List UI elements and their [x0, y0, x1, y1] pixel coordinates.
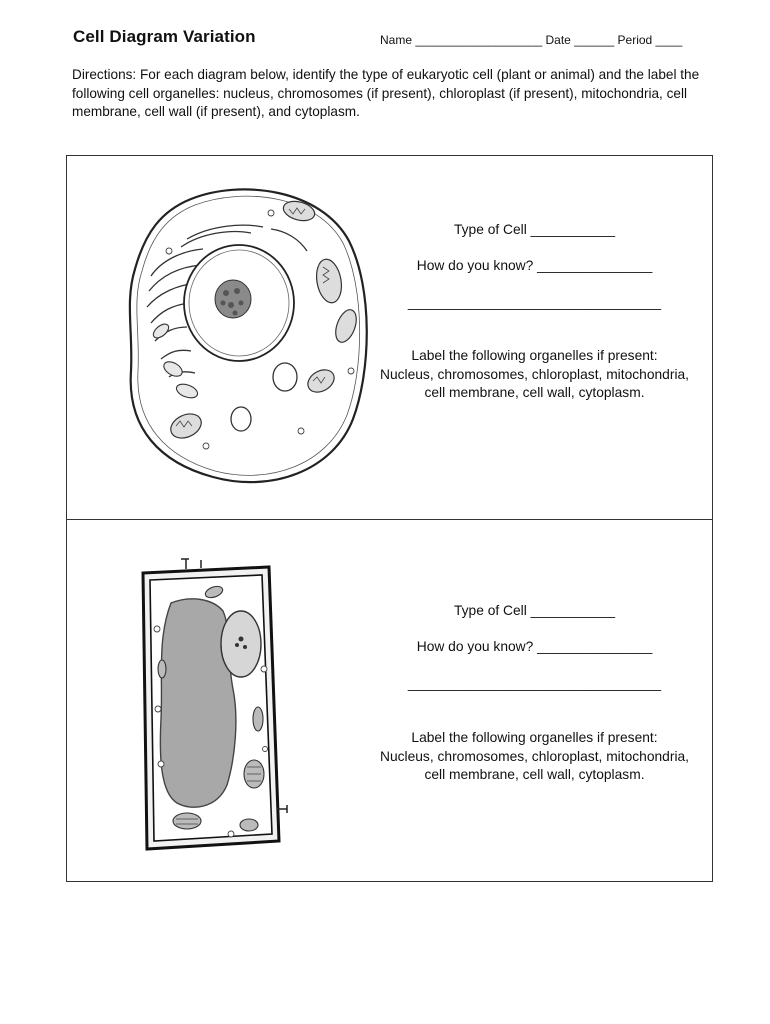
label-instructions [362, 347, 707, 403]
animal-cell-diagram [121, 181, 381, 491]
how-do-you-know-prompt: How do you know? _______________ [416, 639, 653, 654]
label-instruction-line: Label the following organelles if present: [411, 348, 658, 363]
page-title: Cell Diagram Variation [73, 27, 256, 46]
label-instruction-line: Label the following organelles if present: [411, 730, 658, 745]
type-of-cell-prompt: Type of Cell ___________ [453, 222, 616, 237]
label-instruction-line: Nucleus, chromosomes, chloroplast, mitochondria, [379, 366, 690, 382]
type-of-cell-prompt: Type of Cell ___________ [453, 603, 616, 618]
directions-text: Directions: For each diagram below, identify the type of eukaryotic cell (plant or animal) and the label the following cell organelles: nucleus, chromosomes (if present), chloroplast (if present), mitochondria, cell membrane, cell wall (if present), and cytoplasm. [72, 67, 700, 119]
label-instructions [362, 729, 707, 785]
plant-cell-diagram [131, 549, 291, 859]
answer-blank-line: _________________________________ [407, 295, 662, 310]
label-instruction-line: cell membrane, cell wall, cytoplasm. [424, 385, 645, 400]
label-instruction-line: cell membrane, cell wall, cytoplasm. [424, 767, 645, 782]
answer-blank-line: _________________________________ [407, 676, 662, 691]
section-divider [67, 519, 712, 520]
name-date-period-fields: Name ___________________ Date ______ Period ____ [380, 33, 683, 47]
label-instruction-line: Nucleus, chromosomes, chloroplast, mitochondria, [379, 748, 690, 764]
how-do-you-know-prompt: How do you know? _______________ [416, 258, 653, 273]
worksheet-box [66, 155, 713, 882]
